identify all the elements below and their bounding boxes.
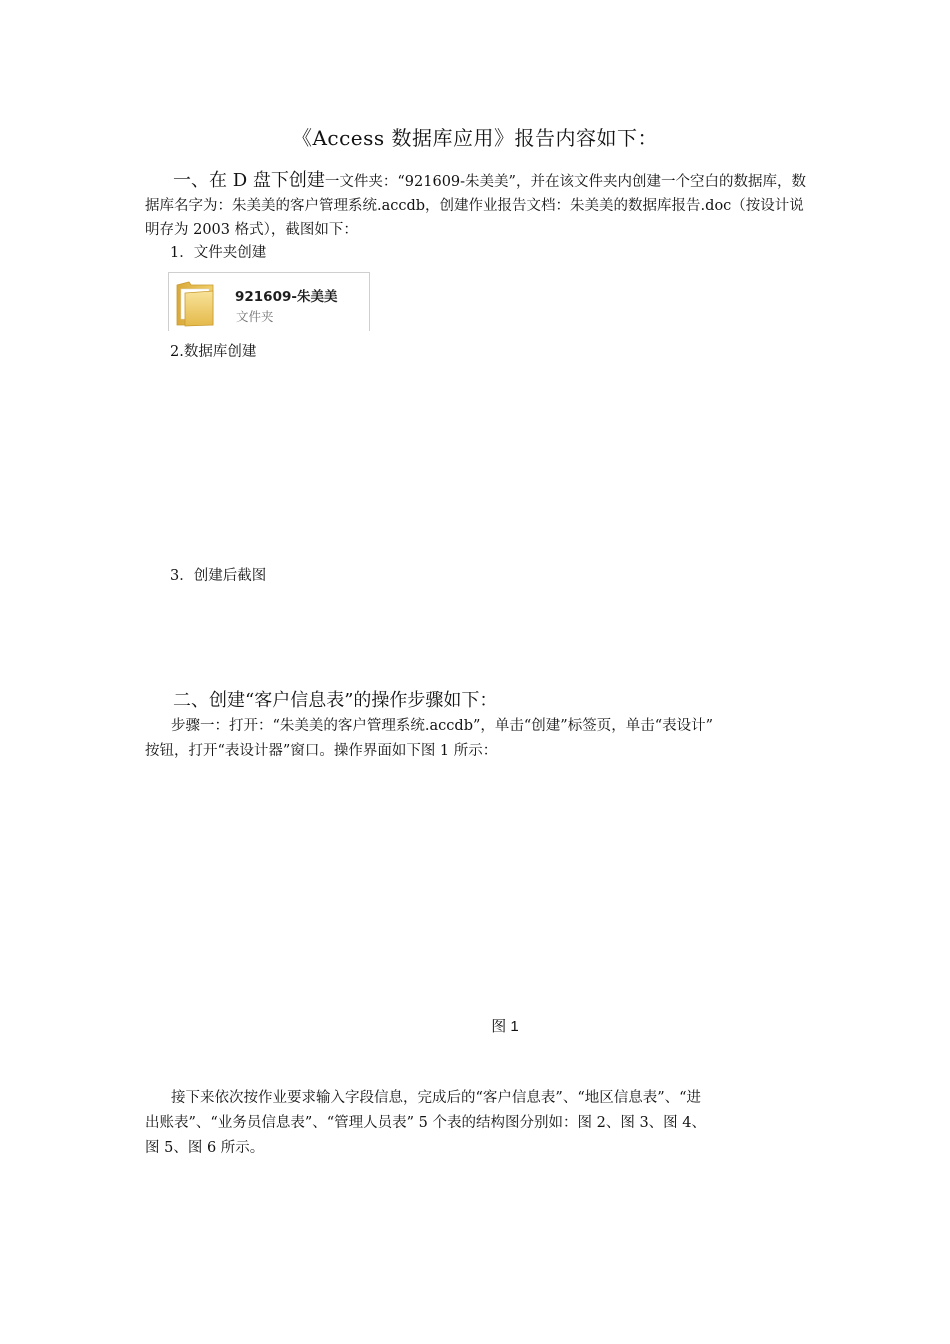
- step-1-line-2: 按钮，打开“表设计器”窗口。操作界面如下图 1 所示：: [145, 743, 498, 759]
- step-1-line-1: 步骤一：打开：“朱美美的客户管理系统.accdb”，单击“创建”标签页，单击“表设计”: [171, 718, 714, 734]
- paragraph-line-2: 出账表”、“业务员信息表”、“管理人员表” 5 个表的结构图分别如：图 2、图 3、图 4、: [145, 1115, 707, 1131]
- section-1-text: 一文件夹：“921609-朱美美”，并在该文件夹内创建一个空白的数据库，数据库名字为：朱美美的客户管理系统.accdb，创建作业报告文档：朱美美的数据库报告.doc（按设计说明存为 2003 格式），截图如下：: [145, 174, 806, 238]
- folder-name: 921609-朱美美: [235, 289, 338, 305]
- paragraph-line-1: 接下来依次按作业要求输入字段信息，完成后的“客户信息表”、“地区信息表”、“进: [171, 1090, 702, 1106]
- section-1-heading-lead: 一、在 D 盘下创建: [173, 170, 325, 191]
- paragraph-line-3: 图 5、图 6 所示。: [145, 1140, 265, 1156]
- item-2-database-create: 2.数据库创建: [170, 344, 257, 360]
- page-title: 《Access 数据库应用》报告内容如下：: [291, 126, 659, 150]
- item-1-folder-create: 1．文件夹创建: [170, 245, 267, 261]
- folder-screenshot: [168, 272, 370, 331]
- section-1-paragraph: [145, 166, 810, 242]
- folder-type: 文件夹: [236, 309, 274, 324]
- item-3-screenshot-after: 3．创建后截图: [170, 568, 267, 584]
- figure-1-caption: 图 1: [491, 1018, 519, 1035]
- section-2-heading: 二、创建“客户信息表”的操作步骤如下：: [173, 690, 498, 711]
- folder-icon: [175, 281, 215, 327]
